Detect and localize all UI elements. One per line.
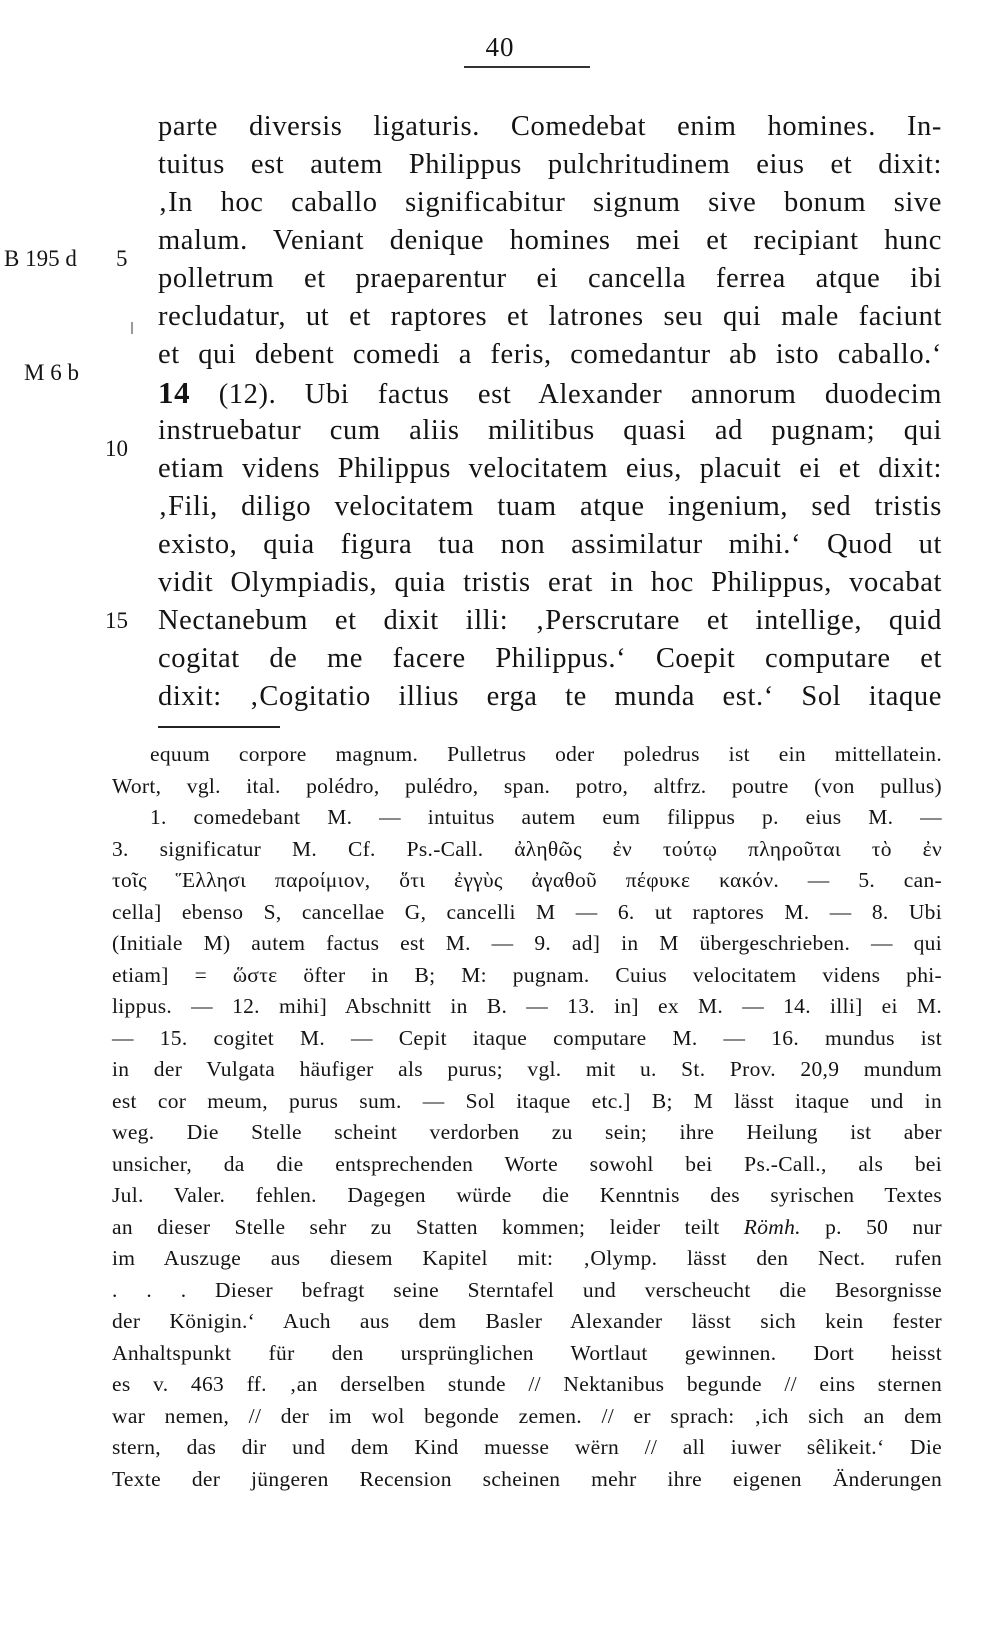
footnote-text: an dieser Stelle sehr zu Statten kommen; leider teilt [112,1214,720,1239]
main-line: polletrum et praeparentur ei cancella ferrea atque ibi [158,263,942,294]
main-line: instruebatur cum aliis militibus quasi ad pugnam; qui [158,415,942,446]
footnote-line: 1. comedebant M. — intuitus autem eum filippus p. eius M. — [150,805,942,829]
main-line: ‚In hoc caballo significabitur signum sive bonum sive [158,187,942,218]
footnote-line: in der Vulgata häufiger als purus; vgl. mit u. St. Prov. 20,9 mundum [112,1057,942,1081]
footnote-line: equum corpore magnum. Pulletrus oder poledrus ist ein mittellatein. [150,742,942,766]
margin-line-number-15: 15 [105,608,128,633]
main-line: Nectanebum et dixit illi: ‚Perscrutare et intellige, quid [158,605,942,636]
footnote-line: Texte der jüngeren Recension scheinen mehr ihre eigenen Änderungen [112,1466,942,1491]
footnote-line: es v. 463 ff. ‚an derselben stunde // Nektanibus begunde // eins sternen [112,1372,942,1396]
main-line: tuitus est autem Philippus pulchritudinem eius et dixit: [158,149,942,180]
footnote-line: weg. Die Stelle scheint verdorben zu sein; ihre Heilung ist aber [112,1120,942,1144]
main-line-section-start [158,374,942,412]
section-number: 14 [158,375,191,410]
margin-tick-mark [131,322,133,334]
main-line: recludatur, ut et raptores et latrones seu qui male faciunt [158,301,942,332]
footnote-line: — 15. cogitet M. — Cepit itaque computare M. — 16. mundus ist [112,1025,942,1050]
main-line: malum. Veniant denique homines mei et recipiant hunc [158,225,942,256]
main-line: etiam videns Philippus velocitatem eius, placuit ei et dixit: [158,453,942,484]
main-line: et qui debent comedi a feris, comedantur ab isto caballo.‘ [158,339,942,370]
footnote-line: . . . Dieser befragt seine Sterntafel und verscheucht die Besorgnisse [112,1277,942,1302]
main-line: existo, quia figura tua non assimilatur mihi.‘ Quod ut [158,529,942,560]
footnote-line: lippus. — 12. mihi] Abschnitt in B. — 13. in] ex M. — 14. illi] ei M. [112,994,942,1018]
footnote-line: unsicher, da die entsprechenden Worte sowohl bei Ps.-Call., als bei [112,1151,942,1176]
footnote-line: est cor meum, purus sum. — Sol itaque etc.] B; M lässt itaque und in [112,1088,942,1113]
footnote-line: cella] ebenso S, cancellae G, cancelli M — 6. ut raptores M. — 8. Ubi [112,899,942,924]
footnote-italic-ref: Römh. [743,1214,801,1239]
footnote-line: Jul. Valer. fehlen. Dagegen würde die Kenntnis des syrischen Textes [112,1183,942,1207]
margin-line-number-5: 5 [116,246,128,271]
footnote-line: der Königin.‘ Auch aus dem Basler Alexander lässt sich kein fester [112,1309,942,1333]
main-line: parte diversis ligaturis. Comedebat enim homines. In- [158,111,942,142]
footnote-line: stern, das dir und dem Kind muesse wërn // all iuwer sêlikeit.‘ Die [112,1435,942,1459]
footnote-line: Anhaltspunkt für den ursprünglichen Wortlaut gewinnen. Dort heisst [112,1340,942,1365]
margin-note-manuscript-m: M 6 b [24,360,79,385]
footnote-rule [158,726,280,728]
footnote-line: etiam] = ὥστε öfter in B; M: pugnam. Cuius velocitatem videns phi- [112,962,942,987]
footnote-line-with-italic [112,1212,942,1244]
main-text [158,108,942,716]
margin-line-number-10: 10 [105,436,128,461]
header-rule [464,66,590,68]
footnote-line: im Auszuge aus diesem Kapitel mit: ‚Olymp. lässt den Nect. rufen [112,1246,942,1270]
footnote-line: τοῖς Ἕλλησι παροίμιον, ὅτι ἐγγὺς ἀγαθοῦ πέφυκε κακόν. — 5. can- [112,868,942,892]
footnote-line: 3. significatur M. Cf. Ps.-Call. ἀληθῶς ἐν τούτῳ πληροῦται τὸ ἐν [112,836,942,861]
footnote-line: (Initiale M) autem factus est M. — 9. ad] in M übergeschrieben. — qui [112,931,942,955]
footnote-line: war nemen, // der im wol begonde zemen. // er sprach: ‚ich sich an dem [112,1403,942,1428]
margin-note-manuscript-b: B 195 d [4,246,77,271]
footnote-line: Wort, vgl. ital. polédro, pulédro, span. potro, altfrz. poutre (von pullus) [112,773,942,798]
main-line: cogitat de me facere Philippus.‘ Coepit computare et [158,643,942,674]
main-line: ‚Fili, diligo velocitatem tuam atque ingenium, sed tristis [158,491,942,522]
main-line-text: (12). Ubi factus est Alexander annorum duodecim [218,379,942,410]
main-line: dixit: ‚Cogitatio illius erga te munda est.‘ Sol itaque [158,681,942,712]
main-line: vidit Olympiadis, quia tristis erat in hoc Philippus, vocabat [158,567,942,598]
footnote-text: p. 50 nur [825,1214,942,1239]
footnotes [112,739,942,1495]
page-number: 40 [485,32,515,62]
